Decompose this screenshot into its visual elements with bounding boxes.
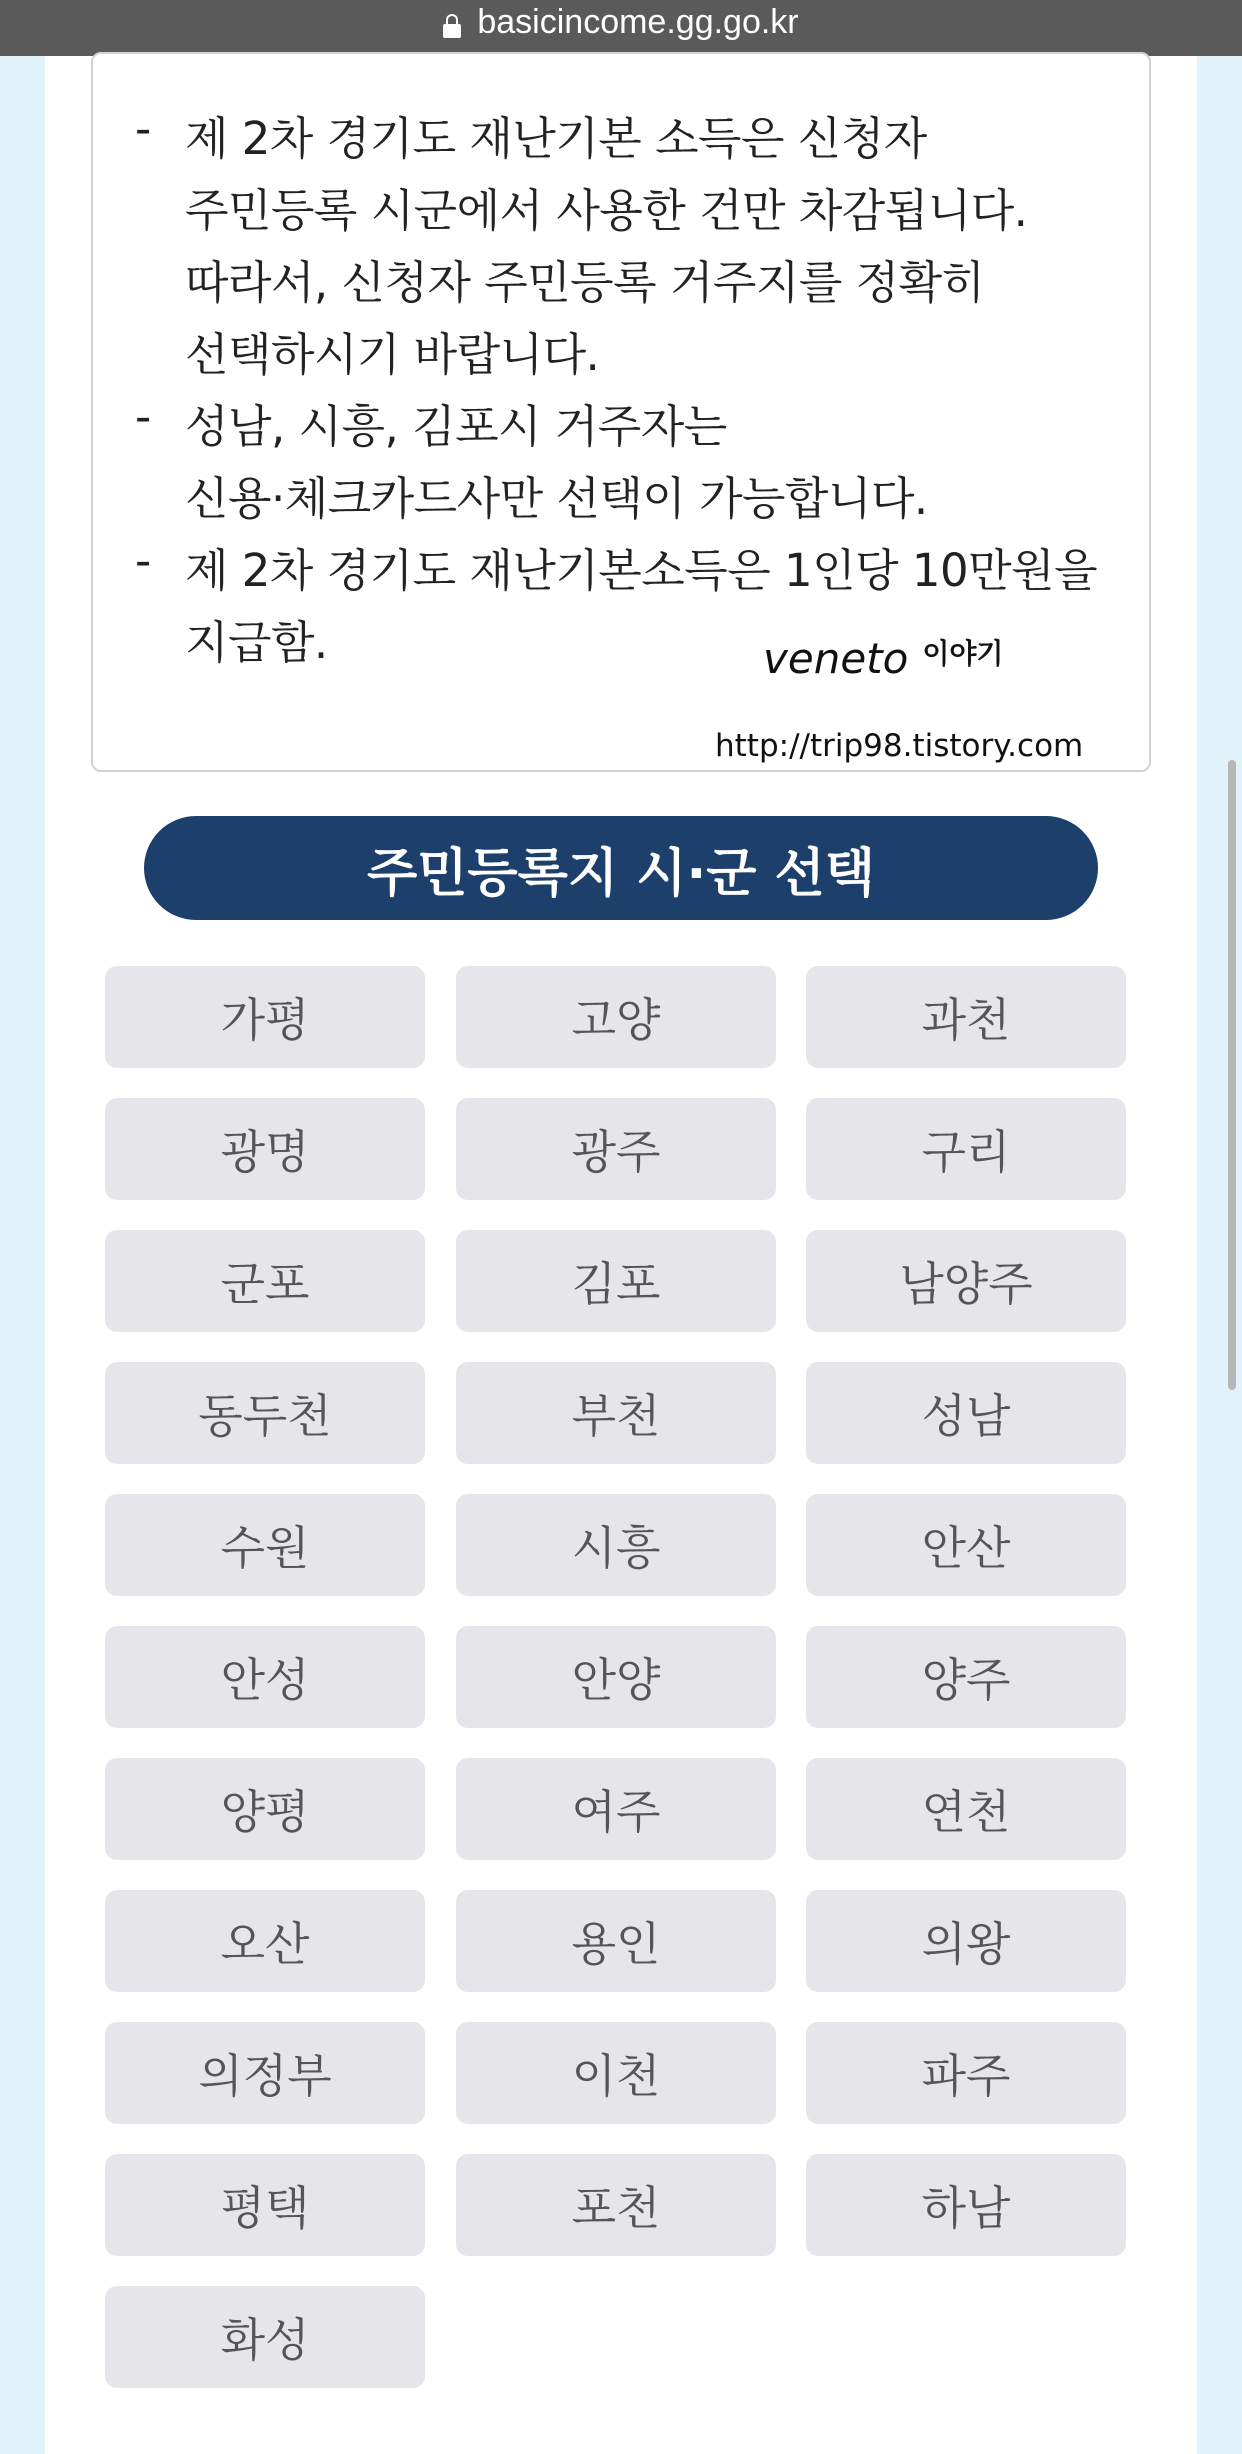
city-button[interactable]: 남양주 [806, 1230, 1126, 1332]
notice-line: 제 2차 경기도 재난기본소득은 1인당 10만원을 [185, 544, 1098, 597]
city-button[interactable]: 안산 [806, 1494, 1126, 1596]
browser-url-bar[interactable] [0, 0, 1242, 56]
notice-line: 따라서, 신청자 주민등록 거주지를 정확히 [185, 256, 985, 309]
notice-line: 성남, 시흥, 김포시 거주자는 [185, 400, 727, 453]
url-text: basicincome.gg.go.kr [477, 3, 799, 41]
city-button[interactable]: 부천 [456, 1362, 776, 1464]
watermark-url: http://trip98.tistory.com [715, 728, 1084, 764]
city-button[interactable]: 성남 [806, 1362, 1126, 1464]
city-button[interactable]: 동두천 [105, 1362, 425, 1464]
city-button[interactable]: 하남 [806, 2154, 1126, 2256]
notice-line: 주민등록 시군에서 사용한 건만 차감됩니다. [185, 184, 1028, 237]
city-button[interactable]: 양주 [806, 1626, 1126, 1728]
city-button[interactable]: 구리 [806, 1098, 1126, 1200]
city-button[interactable]: 연천 [806, 1758, 1126, 1860]
scrollbar[interactable] [1228, 760, 1236, 1390]
city-button[interactable]: 김포 [456, 1230, 776, 1332]
city-selection-title: 주민등록지 시·군 선택 [144, 816, 1098, 920]
watermark-suffix: 이야기 [922, 637, 1004, 670]
city-button[interactable]: 오산 [105, 1890, 425, 1992]
city-button[interactable]: 여주 [456, 1758, 776, 1860]
city-button[interactable]: 이천 [456, 2022, 776, 2124]
notice-bullet: - [135, 534, 152, 587]
notice-line: 지급함. [185, 616, 328, 669]
city-button[interactable]: 군포 [105, 1230, 425, 1332]
watermark-signature [763, 632, 1003, 683]
city-button[interactable]: 과천 [806, 966, 1126, 1068]
notice-bullet: - [135, 390, 152, 443]
city-button[interactable]: 가평 [105, 966, 425, 1068]
city-button[interactable]: 고양 [456, 966, 776, 1068]
city-button[interactable]: 양평 [105, 1758, 425, 1860]
city-button[interactable]: 광주 [456, 1098, 776, 1200]
city-button[interactable]: 의왕 [806, 1890, 1126, 1992]
notice-line: 제 2차 경기도 재난기본 소득은 신청자 [185, 112, 927, 165]
city-button[interactable]: 시흥 [456, 1494, 776, 1596]
city-button[interactable]: 평택 [105, 2154, 425, 2256]
notice-box [91, 52, 1151, 772]
page-content [45, 56, 1197, 2454]
notice-bullet: - [135, 102, 152, 155]
city-button[interactable]: 수원 [105, 1494, 425, 1596]
lock-icon [443, 24, 461, 38]
city-button[interactable]: 파주 [806, 2022, 1126, 2124]
city-button[interactable]: 안양 [456, 1626, 776, 1728]
city-button[interactable]: 용인 [456, 1890, 776, 1992]
city-button[interactable]: 안성 [105, 1626, 425, 1728]
notice-line: 신용·체크카드사만 선택이 가능합니다. [185, 472, 928, 525]
watermark-name: veneto [763, 634, 909, 683]
city-button[interactable]: 포천 [456, 2154, 776, 2256]
city-button[interactable]: 광명 [105, 1098, 425, 1200]
city-button[interactable]: 의정부 [105, 2022, 425, 2124]
notice-line: 선택하시기 바랍니다. [185, 328, 600, 381]
city-button[interactable]: 화성 [105, 2286, 425, 2388]
